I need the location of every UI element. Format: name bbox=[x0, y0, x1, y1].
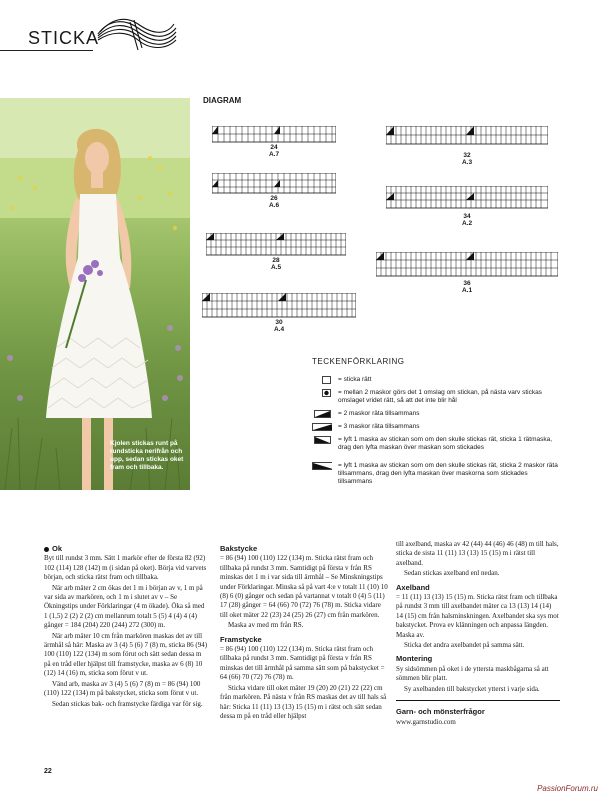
watermark: PassionForum.ru bbox=[537, 784, 598, 793]
legend-item bbox=[312, 376, 558, 384]
legend-text: = lyft 1 maska av stickan som om den skulle stickas rät, sticka 1 rätmaska, drag den lyfta maskan över maskan som stickades bbox=[338, 436, 553, 451]
chart-grid bbox=[212, 173, 336, 195]
section-heading: Axelband bbox=[396, 582, 430, 592]
chart-grid bbox=[212, 126, 336, 144]
legend-item bbox=[312, 462, 558, 486]
yarn-over-icon bbox=[322, 389, 332, 397]
chart-grid bbox=[386, 126, 548, 146]
column-axelband bbox=[396, 540, 560, 728]
chart-a6 bbox=[212, 173, 336, 215]
page-number: 22 bbox=[44, 768, 52, 775]
stitch-count: 26 bbox=[270, 195, 278, 202]
legend-text: = sticka rätt bbox=[338, 376, 372, 383]
paragraph: = 11 (11) 13 (13) 15 (15) m. Sticka rätst fram och tillbaka på rundst 3 mm till axelbandet mäter ca 13 (13) 14 (14) 14 (15) cm från halsminskningen. Axelbandet ska sys mot bakstycket. Prova ev klänningen och anpassa längden. Maska av. bbox=[396, 593, 559, 639]
paragraph: Sy sidsömmen på oket i de yttersta maskbågarna så att sömmen blir platt. bbox=[396, 664, 549, 683]
yarn-skein-icon bbox=[94, 14, 180, 54]
legend-item bbox=[312, 389, 558, 405]
empty-square-icon bbox=[322, 376, 332, 384]
chart-grid bbox=[376, 252, 558, 278]
paragraph: Sedan stickas axelband enl nedan. bbox=[404, 569, 500, 578]
paragraph: till axelband, maska av 42 (44) 44 (46) 46 (48) m till hals, sticka de sista 11 (11) 13 (13) 15 (15) m i rätst till axelband. bbox=[396, 540, 559, 567]
paragraph: Sy axelbanden till bakstycket ytterst i varje sida. bbox=[404, 684, 540, 693]
paragraph: När arb mäter 10 cm från markören maskas det av till ärmhål så här: Maska av 3 (4) 5 (6) 7 (8) m, sticka 86 (94) 100 (110) 122 (134) m som förut och sätt sedan dessa m på en tråd eller hjälpst till framstycke, maska av 6 (8) 10 (12) 14 (16) m, sticka som förut v ut. bbox=[44, 631, 208, 678]
divider bbox=[396, 700, 560, 703]
k3tog-icon bbox=[312, 423, 332, 431]
chart-label: A.2 bbox=[461, 220, 473, 227]
chart-grid bbox=[202, 293, 356, 319]
bullet-icon bbox=[44, 547, 49, 552]
section-heading: Ok bbox=[44, 544, 208, 553]
sk2po-icon bbox=[312, 462, 332, 470]
paragraph: När arb mäter 2 cm ökas det 1 m i början av v, 1 m på var sida av markören, och 1 m i slutet av v – Se Ökningstips under Förklaringar (4 m ökade). Öka så med 1 (1,5) 2 (2) 2 (2) cm mellanrum totalt 5 (5) 4 (4) 4 (4) gånger = 184 (204) 220 (244) 272 (300) m. bbox=[44, 583, 205, 630]
paragraph: Sedan stickas bak- och framstycke färdiga var för sig. bbox=[52, 699, 203, 708]
legend-text: = 3 maskor räta tillsammans bbox=[338, 423, 420, 430]
legend-item bbox=[312, 436, 558, 452]
model-photo bbox=[0, 98, 190, 490]
chart-label: A.1 bbox=[461, 287, 473, 294]
stitch-count: 28 bbox=[272, 257, 280, 264]
column-ok bbox=[44, 540, 208, 710]
stitch-count: 32 bbox=[463, 152, 471, 159]
legend-text: = lyft 1 maska av stickan som om den skulle stickas rät, sticka 2 maskor räta tillsammans, drag den lyfta maskan över maskorna som stickades tillsammans bbox=[338, 462, 558, 485]
section-heading: Garn- och mönsterfrågor bbox=[396, 707, 485, 717]
legend-text: = 2 maskor räta tillsammans bbox=[338, 410, 420, 417]
chart-a4 bbox=[202, 293, 356, 339]
chart-label: A.4 bbox=[273, 326, 285, 333]
paragraph: Byt till rundst 3 mm. Sätt 1 markör efter de första 82 (92) 102 (114) 128 (142) m (i sidan på oket). Börja vid varvets början, och sticka rätst fram och tillbaka. bbox=[44, 554, 207, 582]
paragraph: Sticka det andra axelbandet på samma sätt. bbox=[404, 641, 525, 650]
legend-text: = mellan 2 maskor görs det 1 omslag om stickan, på nästa varv stickas omslaget vridet rätt, så att det inte blir hål bbox=[338, 389, 542, 404]
paragraph: Maska av med rm från RS. bbox=[228, 621, 304, 630]
stitch-count: 36 bbox=[463, 280, 471, 287]
legend-title: TECKENFÖRKLARING bbox=[312, 357, 405, 366]
page-header bbox=[0, 0, 604, 60]
chart-label: A.7 bbox=[268, 151, 280, 158]
legend-item bbox=[312, 410, 558, 418]
photo-caption: Kjolen stickas runt på rundsticka nerifrån och upp, sedan stickas oket fram och tillbaka. bbox=[110, 440, 184, 471]
column-bakstycke bbox=[220, 540, 390, 722]
chart-a1 bbox=[376, 252, 558, 300]
stitch-count: 24 bbox=[270, 144, 278, 151]
paragraph: = 86 (94) 100 (110) 122 (134) m. Sticka rätst fram och tillbaka på rundst 3 mm. Samtidigt på första v från RS minskas det till ärmhål på samma sätt som på bakstycket = 64 (66) 70 (72) 76 (78) m. bbox=[220, 645, 385, 682]
paragraph: Vänd arb, maska av 3 (4) 5 (6) 7 (8) m = 86 (94) 100 (110) 122 (134) m på bakstycket, sticka som förut v ut. bbox=[44, 679, 201, 698]
website-link[interactable]: www.garnstudio.com bbox=[396, 717, 456, 726]
header-rule bbox=[0, 50, 93, 51]
chart-label: A.3 bbox=[461, 159, 473, 166]
section-title: STICKA bbox=[28, 28, 100, 48]
legend-item bbox=[312, 423, 558, 431]
paragraph: = 86 (94) 100 (110) 122 (134) m. Sticka rätst fram och tillbaka på rundst 3 mm. Samtidigt på första v från RS minskas det 1 m i var sida till ärmhål – Se Minskningstips under Förklaringar. Minska så på vart 4:e v totalt 11 (10) 10 (8) 6 (0) gånger och sedan på vartannat v totalt 0 (4) 5 (11) 17 (28) gånger = 64 (66) 70 (72) 76 (78) m. Sticka vidare till oket mäter 22 (23) 24 (25) 26 (27) cm från markören. bbox=[220, 554, 388, 619]
skpo-icon bbox=[314, 436, 332, 444]
chart-grid bbox=[386, 186, 548, 210]
chart-label: A.6 bbox=[268, 202, 280, 209]
chart-a2 bbox=[386, 186, 548, 232]
section-heading: Framstycke bbox=[220, 634, 262, 644]
paragraph: Sticka vidare till oket mäter 19 (20) 20 (21) 22 (22) cm från markören. På nästa v från RS maskas det av till hals så här: Sticka 11 (11) 13 (13) 15 (15) m i rätst och sätt sedan dessa m på en tråd eller hjälpst bbox=[220, 683, 387, 720]
section-heading: Montering bbox=[396, 654, 433, 664]
stitch-count: 34 bbox=[463, 213, 471, 220]
chart-a3 bbox=[386, 126, 548, 168]
k2tog-icon bbox=[314, 410, 332, 418]
chart-a5 bbox=[206, 233, 346, 277]
stitch-count: 30 bbox=[275, 319, 283, 326]
section-heading: Bakstycke bbox=[220, 544, 258, 553]
chart-a7 bbox=[212, 126, 336, 160]
diagram-title: DIAGRAM bbox=[203, 96, 242, 105]
chart-grid bbox=[206, 233, 346, 257]
chart-label: A.5 bbox=[270, 264, 282, 271]
